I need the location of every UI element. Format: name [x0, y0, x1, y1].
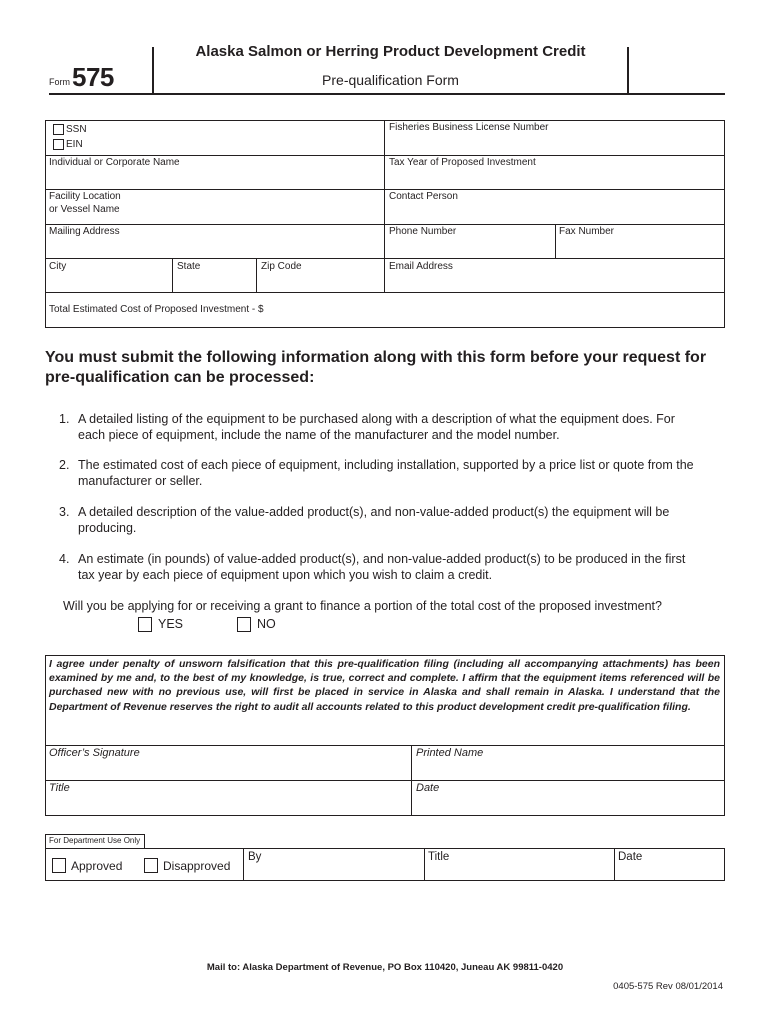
form-revision: 0405-575 Rev 08/01/2014 [613, 981, 723, 992]
zip-field[interactable] [261, 273, 381, 290]
instruction-number: 4. [59, 552, 70, 566]
title-field[interactable] [49, 796, 407, 813]
instruction-item [59, 458, 699, 489]
grant-yes-label: YES [158, 617, 184, 631]
printed-name-label: Printed Name [416, 747, 484, 759]
date-label: Date [416, 782, 440, 794]
state-field[interactable] [177, 273, 253, 290]
department-title-label: Title [428, 851, 450, 863]
grant-question: Will you be applying for or receiving a grant to finance a portion of the total cost of the proposed investment? [63, 599, 662, 613]
form-word: Form [49, 77, 70, 87]
declaration-text: I agree under penalty of unsworn falsification that this pre-qualification filing (including all accompanying attachments) has been examined by me and, to the best of my knowledge, is true, correct and complete. I affirm that the equipment items referenced will be purchased new with no previous use, will first be placed in service in Alaska and shall remain in Alaska. I understand that the Department of Revenue reserves the right to audit all accounts related to this product development credit pre-qualification filing. [49, 658, 720, 713]
date-field[interactable] [416, 796, 721, 813]
tax-year-label: Tax Year of Proposed Investment [389, 157, 536, 168]
instruction-number: 3. [59, 505, 70, 519]
mailing-address-label: Mailing Address [49, 226, 120, 237]
grant-no-checkbox[interactable] [237, 617, 251, 632]
zip-label: Zip Code [261, 261, 302, 272]
department-use-heading: For Department Use Only [49, 836, 141, 845]
printed-name-field[interactable] [416, 761, 721, 778]
fax-field[interactable] [559, 238, 721, 256]
by-field[interactable] [268, 850, 420, 879]
contact-label: Contact Person [389, 191, 458, 202]
form-title: Alaska Salmon or Herring Product Development Credit [195, 43, 586, 60]
instruction-item [59, 552, 699, 583]
city-field[interactable] [49, 273, 169, 290]
grant-yes-checkbox[interactable] [138, 617, 152, 632]
email-label: Email Address [389, 261, 453, 272]
ein-label: EIN [66, 139, 83, 150]
ssn-label: SSN [66, 124, 87, 135]
facility-field[interactable] [140, 191, 380, 222]
tax-year-field[interactable] [389, 169, 721, 187]
email-field[interactable] [389, 273, 721, 290]
instruction-text: A detailed listing of the equipment to be purchased along with a description of what the equipment does. For each piece of equipment, include the name of the manufacturer and the model number. [78, 412, 675, 442]
department-title-field[interactable] [458, 850, 610, 879]
instruction-item [59, 412, 699, 443]
instruction-item [59, 505, 699, 536]
department-date-field[interactable] [648, 850, 721, 879]
mail-to-address: Mail to: Alaska Department of Revenue, PO Box 110420, Juneau AK 99811-0420 [206, 962, 564, 973]
form-number: 575 [72, 62, 114, 92]
officer-signature-label: Officer’s Signature [49, 747, 140, 759]
approved-label: Approved [71, 859, 123, 873]
city-label: City [49, 261, 67, 272]
total-cost-field[interactable] [270, 300, 720, 322]
instruction-text: The estimated cost of each piece of equipment, including installation, supported by a price list or quote from the manufacturer or seller. [78, 458, 694, 488]
instruction-number: 2. [59, 458, 70, 472]
department-date-label: Date [618, 851, 643, 863]
disapproved-label: Disapproved [163, 859, 231, 873]
phone-field[interactable] [389, 238, 551, 256]
name-field[interactable] [49, 169, 381, 187]
by-label: By [248, 851, 262, 863]
fisheries-license-field[interactable] [389, 134, 721, 153]
phone-label: Phone Number [389, 226, 457, 237]
fisheries-license-label: Fisheries Business License Number [389, 122, 549, 133]
header-divider-right [627, 47, 629, 94]
disapproved-checkbox[interactable] [144, 858, 158, 873]
instruction-number: 1. [59, 412, 70, 426]
approved-checkbox[interactable] [52, 858, 66, 873]
state-label: State [177, 261, 201, 272]
instruction-text: A detailed description of the value-added product(s), and non-value-added product(s) the equipment will be producing. [78, 505, 670, 535]
instruction-text: An estimate (in pounds) of value-added product(s), and non-value-added product(s) to be produced in the first tax year by each piece of equipment upon which you wish to claim a credit. [78, 552, 686, 582]
title-label: Title [49, 782, 70, 794]
facility-label: Facility Location or Vessel Name [49, 191, 121, 215]
grant-no-label: NO [257, 617, 276, 631]
ssn-checkbox[interactable] [53, 124, 64, 135]
name-label: Individual or Corporate Name [49, 157, 180, 168]
total-cost-label: Total Estimated Cost of Proposed Investment - $ [49, 304, 264, 315]
ein-checkbox[interactable] [53, 139, 64, 150]
header-rule [49, 93, 725, 95]
mailing-address-field[interactable] [49, 238, 381, 256]
fax-label: Fax Number [559, 226, 615, 237]
contact-field[interactable] [389, 204, 721, 222]
form-subtitle: Pre-qualification Form [322, 72, 459, 88]
instructions-heading: You must submit the following information along with this form before your request for pre-qualification can be processed: [45, 349, 707, 386]
officer-signature-field[interactable] [49, 761, 407, 778]
